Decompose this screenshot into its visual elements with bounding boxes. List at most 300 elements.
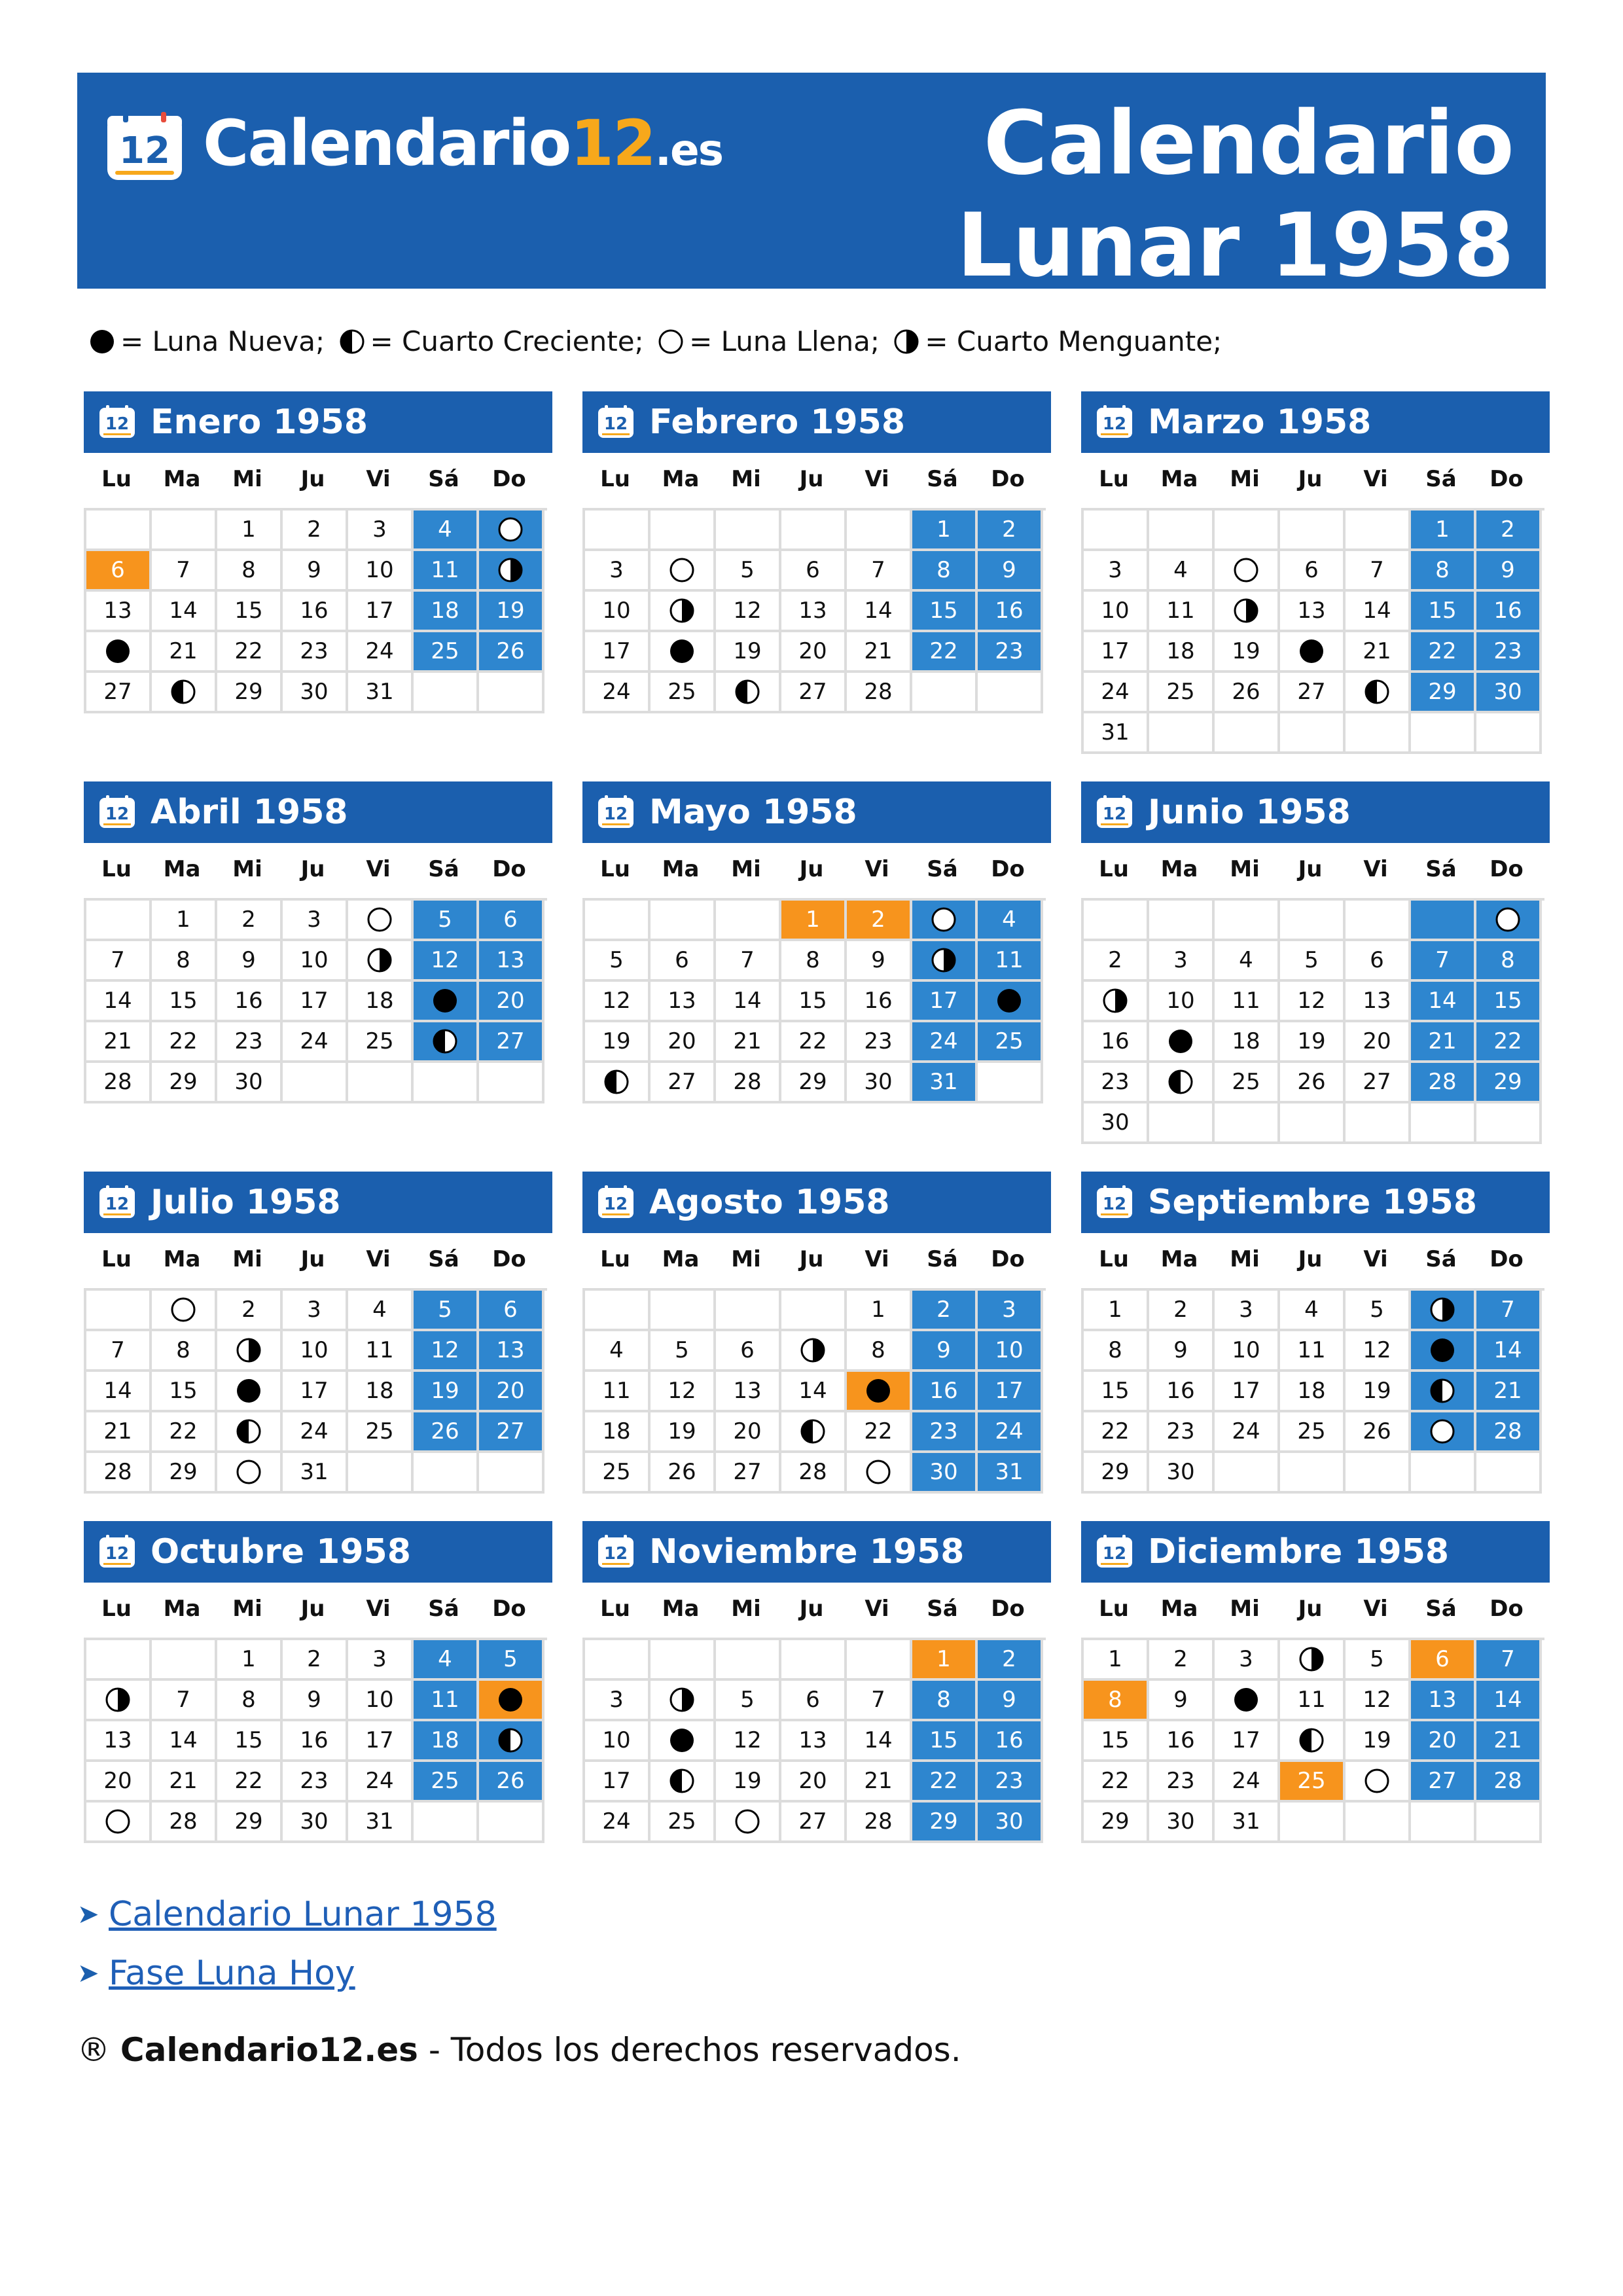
day-cell[interactable]: 4 <box>414 511 479 551</box>
day-cell[interactable]: 9 <box>217 941 283 982</box>
day-cell[interactable] <box>1084 982 1149 1022</box>
day-cell[interactable]: 5 <box>1346 1291 1411 1331</box>
day-cell[interactable]: 4 <box>1215 941 1280 982</box>
day-cell[interactable] <box>217 1331 283 1372</box>
day-cell[interactable]: 7 <box>86 1331 152 1372</box>
day-cell[interactable]: 3 <box>1149 941 1215 982</box>
day-cell[interactable]: 2 <box>283 511 348 551</box>
day-cell[interactable]: 11 <box>1280 1331 1346 1372</box>
day-cell[interactable]: 19 <box>1346 1372 1411 1412</box>
day-cell[interactable]: 31 <box>912 1063 978 1103</box>
day-cell[interactable]: 28 <box>847 1803 912 1843</box>
day-cell[interactable] <box>1215 551 1280 592</box>
day-cell[interactable] <box>1149 1063 1215 1103</box>
day-cell[interactable]: 7 <box>152 551 217 592</box>
day-cell[interactable]: 26 <box>479 632 544 673</box>
day-cell[interactable]: 24 <box>348 632 414 673</box>
day-cell[interactable]: 2 <box>1149 1291 1215 1331</box>
day-cell[interactable] <box>152 673 217 713</box>
day-cell[interactable]: 29 <box>152 1453 217 1494</box>
day-cell[interactable] <box>479 1721 544 1762</box>
day-cell[interactable]: 30 <box>912 1453 978 1494</box>
day-cell[interactable]: 18 <box>1215 1022 1280 1063</box>
day-cell[interactable]: 7 <box>847 1681 912 1721</box>
day-cell[interactable]: 25 <box>1280 1762 1346 1803</box>
day-cell[interactable] <box>217 1453 283 1494</box>
day-cell[interactable]: 1 <box>1084 1291 1149 1331</box>
day-cell[interactable]: 2 <box>847 901 912 941</box>
day-cell[interactable]: 5 <box>479 1640 544 1681</box>
day-cell[interactable]: 11 <box>1215 982 1280 1022</box>
day-cell[interactable]: 26 <box>1215 673 1280 713</box>
day-cell[interactable]: 25 <box>651 1803 716 1843</box>
day-cell[interactable]: 9 <box>912 1331 978 1372</box>
day-cell[interactable] <box>1280 632 1346 673</box>
day-cell[interactable]: 17 <box>348 592 414 632</box>
day-cell[interactable]: 21 <box>86 1022 152 1063</box>
day-cell[interactable]: 10 <box>283 1331 348 1372</box>
day-cell[interactable]: 18 <box>348 982 414 1022</box>
day-cell[interactable]: 23 <box>1149 1412 1215 1453</box>
day-cell[interactable]: 21 <box>152 1762 217 1803</box>
day-cell[interactable]: 1 <box>912 511 978 551</box>
day-cell[interactable]: 10 <box>348 1681 414 1721</box>
day-cell[interactable]: 22 <box>217 632 283 673</box>
day-cell[interactable]: 20 <box>781 1762 847 1803</box>
day-cell[interactable]: 16 <box>283 1721 348 1762</box>
day-cell[interactable]: 1 <box>152 901 217 941</box>
day-cell[interactable]: 15 <box>152 1372 217 1412</box>
day-cell[interactable]: 28 <box>781 1453 847 1494</box>
day-cell[interactable]: 17 <box>912 982 978 1022</box>
day-cell[interactable]: 6 <box>1346 941 1411 982</box>
day-cell[interactable]: 18 <box>1149 632 1215 673</box>
day-cell[interactable]: 23 <box>978 1762 1043 1803</box>
day-cell[interactable]: 27 <box>1280 673 1346 713</box>
day-cell[interactable] <box>1411 1372 1476 1412</box>
day-cell[interactable]: 22 <box>1411 632 1476 673</box>
day-cell[interactable] <box>348 941 414 982</box>
day-cell[interactable]: 30 <box>1149 1803 1215 1843</box>
day-cell[interactable]: 13 <box>651 982 716 1022</box>
day-cell[interactable]: 24 <box>978 1412 1043 1453</box>
day-cell[interactable]: 25 <box>1149 673 1215 713</box>
day-cell[interactable]: 20 <box>1346 1022 1411 1063</box>
day-cell[interactable]: 3 <box>585 551 651 592</box>
day-cell[interactable]: 16 <box>978 592 1043 632</box>
day-cell[interactable] <box>1346 1762 1411 1803</box>
day-cell[interactable]: 7 <box>716 941 781 982</box>
day-cell[interactable]: 9 <box>1149 1331 1215 1372</box>
link-calendario-lunar[interactable]: Calendario Lunar 1958 <box>109 1895 497 1934</box>
day-cell[interactable]: 9 <box>978 1681 1043 1721</box>
day-cell[interactable]: 5 <box>1346 1640 1411 1681</box>
day-cell[interactable]: 30 <box>1476 673 1542 713</box>
day-cell[interactable]: 7 <box>847 551 912 592</box>
day-cell[interactable]: 19 <box>716 632 781 673</box>
day-cell[interactable]: 19 <box>651 1412 716 1453</box>
day-cell[interactable]: 4 <box>1280 1291 1346 1331</box>
day-cell[interactable]: 13 <box>479 941 544 982</box>
day-cell[interactable]: 30 <box>283 673 348 713</box>
day-cell[interactable]: 29 <box>1084 1803 1149 1843</box>
day-cell[interactable]: 14 <box>847 592 912 632</box>
day-cell[interactable]: 28 <box>1476 1412 1542 1453</box>
day-cell[interactable]: 2 <box>217 1291 283 1331</box>
day-cell[interactable]: 12 <box>1346 1331 1411 1372</box>
day-cell[interactable]: 31 <box>283 1453 348 1494</box>
day-cell[interactable] <box>1215 1681 1280 1721</box>
day-cell[interactable]: 18 <box>1280 1372 1346 1412</box>
day-cell[interactable] <box>479 511 544 551</box>
day-cell[interactable]: 10 <box>1149 982 1215 1022</box>
day-cell[interactable]: 7 <box>86 941 152 982</box>
day-cell[interactable]: 28 <box>1411 1063 1476 1103</box>
day-cell[interactable]: 21 <box>716 1022 781 1063</box>
day-cell[interactable]: 10 <box>348 551 414 592</box>
day-cell[interactable]: 31 <box>978 1453 1043 1494</box>
day-cell[interactable]: 8 <box>1084 1331 1149 1372</box>
day-cell[interactable]: 23 <box>912 1412 978 1453</box>
day-cell[interactable]: 1 <box>847 1291 912 1331</box>
day-cell[interactable] <box>651 1681 716 1721</box>
day-cell[interactable]: 27 <box>651 1063 716 1103</box>
day-cell[interactable]: 8 <box>217 1681 283 1721</box>
day-cell[interactable]: 21 <box>1346 632 1411 673</box>
day-cell[interactable]: 8 <box>847 1331 912 1372</box>
day-cell[interactable]: 29 <box>217 673 283 713</box>
day-cell[interactable]: 6 <box>1280 551 1346 592</box>
day-cell[interactable] <box>651 1762 716 1803</box>
day-cell[interactable]: 2 <box>1149 1640 1215 1681</box>
day-cell[interactable]: 27 <box>1346 1063 1411 1103</box>
day-cell[interactable]: 1 <box>217 511 283 551</box>
day-cell[interactable] <box>217 1372 283 1412</box>
day-cell[interactable]: 26 <box>651 1453 716 1494</box>
day-cell[interactable]: 16 <box>1149 1721 1215 1762</box>
day-cell[interactable]: 14 <box>781 1372 847 1412</box>
day-cell[interactable]: 5 <box>1280 941 1346 982</box>
day-cell[interactable]: 4 <box>414 1640 479 1681</box>
day-cell[interactable]: 15 <box>217 592 283 632</box>
day-cell[interactable]: 29 <box>1476 1063 1542 1103</box>
day-cell[interactable]: 5 <box>651 1331 716 1372</box>
day-cell[interactable]: 4 <box>348 1291 414 1331</box>
day-cell[interactable]: 10 <box>585 592 651 632</box>
day-cell[interactable]: 1 <box>912 1640 978 1681</box>
day-cell[interactable]: 16 <box>1084 1022 1149 1063</box>
day-cell[interactable]: 28 <box>86 1063 152 1103</box>
day-cell[interactable]: 19 <box>479 592 544 632</box>
day-cell[interactable]: 24 <box>348 1762 414 1803</box>
day-cell[interactable]: 23 <box>217 1022 283 1063</box>
day-cell[interactable]: 19 <box>1280 1022 1346 1063</box>
day-cell[interactable]: 3 <box>1215 1291 1280 1331</box>
day-cell[interactable]: 15 <box>1084 1721 1149 1762</box>
day-cell[interactable]: 30 <box>978 1803 1043 1843</box>
day-cell[interactable]: 21 <box>152 632 217 673</box>
day-cell[interactable]: 9 <box>1149 1681 1215 1721</box>
link-fase-luna-hoy[interactable]: Fase Luna Hoy <box>109 1954 355 1993</box>
day-cell[interactable]: 22 <box>912 1762 978 1803</box>
day-cell[interactable]: 29 <box>152 1063 217 1103</box>
day-cell[interactable]: 1 <box>217 1640 283 1681</box>
day-cell[interactable]: 8 <box>912 1681 978 1721</box>
day-cell[interactable]: 15 <box>912 592 978 632</box>
day-cell[interactable]: 16 <box>217 982 283 1022</box>
day-cell[interactable]: 2 <box>1084 941 1149 982</box>
day-cell[interactable]: 23 <box>283 1762 348 1803</box>
day-cell[interactable]: 20 <box>1411 1721 1476 1762</box>
day-cell[interactable]: 10 <box>585 1721 651 1762</box>
day-cell[interactable]: 24 <box>283 1022 348 1063</box>
day-cell[interactable]: 3 <box>348 1640 414 1681</box>
day-cell[interactable]: 31 <box>348 1803 414 1843</box>
day-cell[interactable] <box>1411 1291 1476 1331</box>
day-cell[interactable]: 29 <box>1084 1453 1149 1494</box>
day-cell[interactable]: 4 <box>978 901 1043 941</box>
day-cell[interactable]: 8 <box>912 551 978 592</box>
day-cell[interactable] <box>1346 673 1411 713</box>
day-cell[interactable]: 16 <box>1476 592 1542 632</box>
day-cell[interactable]: 21 <box>1476 1721 1542 1762</box>
day-cell[interactable]: 15 <box>152 982 217 1022</box>
day-cell[interactable]: 8 <box>781 941 847 982</box>
day-cell[interactable]: 3 <box>283 1291 348 1331</box>
day-cell[interactable]: 20 <box>716 1412 781 1453</box>
day-cell[interactable]: 13 <box>781 592 847 632</box>
day-cell[interactable]: 9 <box>283 551 348 592</box>
day-cell[interactable]: 9 <box>847 941 912 982</box>
day-cell[interactable] <box>152 1291 217 1331</box>
day-cell[interactable]: 17 <box>585 1762 651 1803</box>
day-cell[interactable]: 8 <box>217 551 283 592</box>
day-cell[interactable]: 28 <box>1476 1762 1542 1803</box>
day-cell[interactable]: 27 <box>1411 1762 1476 1803</box>
day-cell[interactable]: 2 <box>978 1640 1043 1681</box>
day-cell[interactable]: 26 <box>1346 1412 1411 1453</box>
day-cell[interactable]: 17 <box>283 982 348 1022</box>
day-cell[interactable]: 30 <box>1084 1103 1149 1144</box>
day-cell[interactable]: 22 <box>1476 1022 1542 1063</box>
day-cell[interactable] <box>1411 1331 1476 1372</box>
site-logo[interactable] <box>105 106 723 183</box>
day-cell[interactable]: 16 <box>847 982 912 1022</box>
day-cell[interactable]: 22 <box>1084 1412 1149 1453</box>
day-cell[interactable]: 8 <box>1084 1681 1149 1721</box>
day-cell[interactable]: 14 <box>86 1372 152 1412</box>
day-cell[interactable]: 11 <box>414 551 479 592</box>
day-cell[interactable]: 23 <box>283 632 348 673</box>
day-cell[interactable] <box>651 592 716 632</box>
day-cell[interactable]: 31 <box>1215 1803 1280 1843</box>
day-cell[interactable] <box>978 982 1043 1022</box>
day-cell[interactable] <box>912 901 978 941</box>
day-cell[interactable]: 31 <box>348 673 414 713</box>
day-cell[interactable]: 10 <box>1084 592 1149 632</box>
day-cell[interactable]: 5 <box>716 1681 781 1721</box>
day-cell[interactable]: 26 <box>414 1412 479 1453</box>
day-cell[interactable]: 11 <box>348 1331 414 1372</box>
day-cell[interactable]: 14 <box>716 982 781 1022</box>
day-cell[interactable]: 12 <box>1346 1681 1411 1721</box>
day-cell[interactable]: 25 <box>348 1022 414 1063</box>
day-cell[interactable]: 10 <box>978 1331 1043 1372</box>
day-cell[interactable]: 17 <box>283 1372 348 1412</box>
day-cell[interactable] <box>1215 592 1280 632</box>
day-cell[interactable]: 6 <box>86 551 152 592</box>
day-cell[interactable] <box>1280 1640 1346 1681</box>
day-cell[interactable]: 10 <box>283 941 348 982</box>
day-cell[interactable]: 24 <box>912 1022 978 1063</box>
day-cell[interactable] <box>651 632 716 673</box>
day-cell[interactable]: 29 <box>217 1803 283 1843</box>
day-cell[interactable]: 12 <box>585 982 651 1022</box>
day-cell[interactable]: 16 <box>283 592 348 632</box>
day-cell[interactable]: 5 <box>716 551 781 592</box>
day-cell[interactable]: 7 <box>1411 941 1476 982</box>
day-cell[interactable]: 18 <box>585 1412 651 1453</box>
day-cell[interactable]: 27 <box>479 1022 544 1063</box>
day-cell[interactable]: 14 <box>1346 592 1411 632</box>
day-cell[interactable] <box>479 551 544 592</box>
day-cell[interactable]: 8 <box>152 1331 217 1372</box>
day-cell[interactable]: 12 <box>651 1372 716 1412</box>
day-cell[interactable]: 19 <box>414 1372 479 1412</box>
day-cell[interactable]: 25 <box>978 1022 1043 1063</box>
day-cell[interactable]: 19 <box>716 1762 781 1803</box>
day-cell[interactable] <box>585 1063 651 1103</box>
day-cell[interactable]: 24 <box>1084 673 1149 713</box>
day-cell[interactable]: 25 <box>1280 1412 1346 1453</box>
day-cell[interactable]: 24 <box>283 1412 348 1453</box>
day-cell[interactable]: 15 <box>1084 1372 1149 1412</box>
day-cell[interactable] <box>86 1803 152 1843</box>
day-cell[interactable]: 6 <box>781 551 847 592</box>
day-cell[interactable]: 27 <box>781 1803 847 1843</box>
day-cell[interactable]: 28 <box>847 673 912 713</box>
day-cell[interactable]: 14 <box>1476 1331 1542 1372</box>
day-cell[interactable]: 19 <box>1215 632 1280 673</box>
day-cell[interactable]: 13 <box>1411 1681 1476 1721</box>
day-cell[interactable]: 16 <box>912 1372 978 1412</box>
day-cell[interactable]: 27 <box>781 673 847 713</box>
day-cell[interactable]: 1 <box>1411 511 1476 551</box>
day-cell[interactable]: 14 <box>152 592 217 632</box>
day-cell[interactable]: 11 <box>1280 1681 1346 1721</box>
day-cell[interactable]: 12 <box>716 592 781 632</box>
day-cell[interactable]: 17 <box>1215 1372 1280 1412</box>
day-cell[interactable] <box>912 941 978 982</box>
day-cell[interactable]: 22 <box>152 1412 217 1453</box>
day-cell[interactable]: 22 <box>1084 1762 1149 1803</box>
day-cell[interactable]: 6 <box>1411 1640 1476 1681</box>
day-cell[interactable]: 11 <box>978 941 1043 982</box>
day-cell[interactable]: 14 <box>847 1721 912 1762</box>
day-cell[interactable]: 13 <box>86 1721 152 1762</box>
day-cell[interactable]: 27 <box>716 1453 781 1494</box>
day-cell[interactable]: 8 <box>1476 941 1542 982</box>
day-cell[interactable]: 18 <box>348 1372 414 1412</box>
day-cell[interactable]: 7 <box>1476 1291 1542 1331</box>
day-cell[interactable]: 17 <box>1215 1721 1280 1762</box>
day-cell[interactable]: 25 <box>414 1762 479 1803</box>
day-cell[interactable]: 21 <box>847 632 912 673</box>
day-cell[interactable]: 8 <box>1411 551 1476 592</box>
day-cell[interactable] <box>479 1681 544 1721</box>
day-cell[interactable]: 5 <box>414 901 479 941</box>
day-cell[interactable]: 17 <box>1084 632 1149 673</box>
day-cell[interactable]: 17 <box>348 1721 414 1762</box>
day-cell[interactable]: 6 <box>479 901 544 941</box>
day-cell[interactable]: 14 <box>152 1721 217 1762</box>
day-cell[interactable]: 13 <box>781 1721 847 1762</box>
day-cell[interactable]: 27 <box>86 673 152 713</box>
day-cell[interactable]: 21 <box>1476 1372 1542 1412</box>
day-cell[interactable]: 25 <box>414 632 479 673</box>
day-cell[interactable]: 24 <box>1215 1412 1280 1453</box>
day-cell[interactable] <box>414 1022 479 1063</box>
day-cell[interactable] <box>1411 1412 1476 1453</box>
day-cell[interactable] <box>651 551 716 592</box>
day-cell[interactable]: 11 <box>414 1681 479 1721</box>
day-cell[interactable]: 24 <box>1215 1762 1280 1803</box>
day-cell[interactable]: 7 <box>152 1681 217 1721</box>
day-cell[interactable]: 17 <box>585 632 651 673</box>
day-cell[interactable]: 29 <box>1411 673 1476 713</box>
day-cell[interactable]: 22 <box>912 632 978 673</box>
day-cell[interactable]: 15 <box>781 982 847 1022</box>
day-cell[interactable] <box>86 1681 152 1721</box>
day-cell[interactable]: 22 <box>152 1022 217 1063</box>
day-cell[interactable]: 15 <box>217 1721 283 1762</box>
day-cell[interactable]: 8 <box>152 941 217 982</box>
day-cell[interactable]: 15 <box>1476 982 1542 1022</box>
day-cell[interactable]: 28 <box>152 1803 217 1843</box>
day-cell[interactable]: 16 <box>1149 1372 1215 1412</box>
day-cell[interactable]: 30 <box>283 1803 348 1843</box>
day-cell[interactable] <box>651 1721 716 1762</box>
day-cell[interactable]: 24 <box>585 673 651 713</box>
day-cell[interactable]: 9 <box>978 551 1043 592</box>
day-cell[interactable]: 7 <box>1346 551 1411 592</box>
day-cell[interactable]: 6 <box>716 1331 781 1372</box>
day-cell[interactable]: 18 <box>414 592 479 632</box>
day-cell[interactable] <box>1149 1022 1215 1063</box>
day-cell[interactable]: 29 <box>912 1803 978 1843</box>
day-cell[interactable]: 1 <box>1084 1640 1149 1681</box>
day-cell[interactable] <box>348 901 414 941</box>
day-cell[interactable]: 13 <box>86 592 152 632</box>
day-cell[interactable]: 13 <box>716 1372 781 1412</box>
day-cell[interactable]: 21 <box>1411 1022 1476 1063</box>
day-cell[interactable]: 21 <box>847 1762 912 1803</box>
day-cell[interactable] <box>217 1412 283 1453</box>
day-cell[interactable]: 22 <box>847 1412 912 1453</box>
day-cell[interactable]: 18 <box>414 1721 479 1762</box>
day-cell[interactable]: 26 <box>1280 1063 1346 1103</box>
day-cell[interactable]: 27 <box>479 1412 544 1453</box>
day-cell[interactable]: 31 <box>1084 713 1149 754</box>
day-cell[interactable]: 19 <box>1346 1721 1411 1762</box>
day-cell[interactable]: 23 <box>1149 1762 1215 1803</box>
day-cell[interactable]: 13 <box>479 1331 544 1372</box>
day-cell[interactable]: 17 <box>978 1372 1043 1412</box>
day-cell[interactable]: 20 <box>781 632 847 673</box>
day-cell[interactable]: 25 <box>651 673 716 713</box>
day-cell[interactable]: 3 <box>978 1291 1043 1331</box>
day-cell[interactable] <box>1280 1721 1346 1762</box>
